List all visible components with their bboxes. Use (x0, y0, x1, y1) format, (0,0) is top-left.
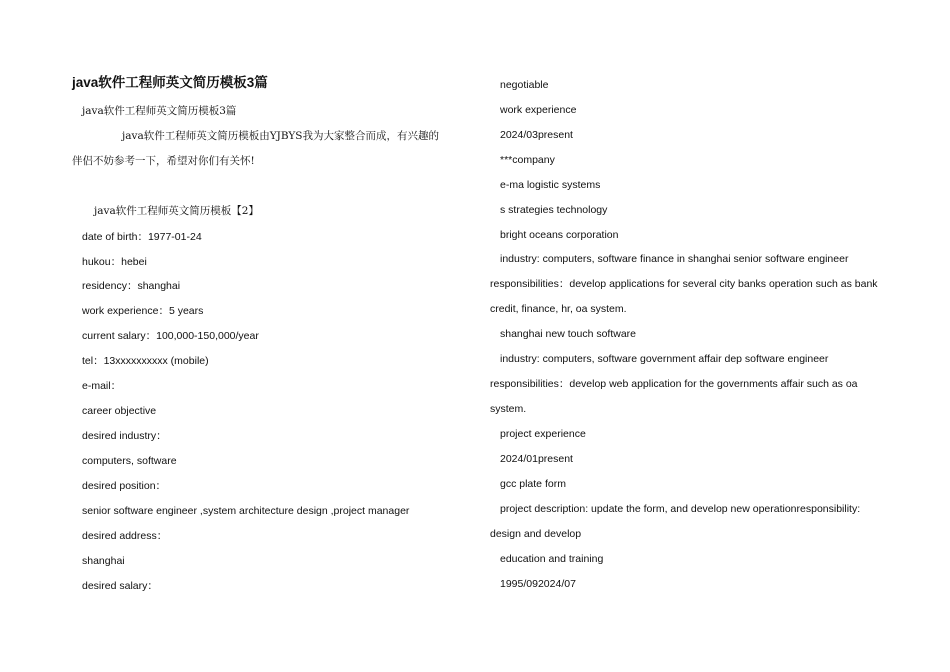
resume-line: desired industry： (82, 430, 167, 442)
document-subtitle: java软件工程师英文简历模板3篇 (82, 105, 237, 117)
resume-line: project experience (500, 428, 586, 440)
resume-line: ***company (500, 154, 555, 166)
resume-line: e-ma logistic systems (500, 179, 601, 191)
resume-line: shanghai new touch software (500, 328, 637, 340)
resume-line: hukou：hebei (82, 256, 147, 268)
resume-line: e-mail： (82, 380, 122, 392)
resume-line: education and training (500, 553, 604, 565)
document-title: java软件工程师英文简历模板3篇 (72, 75, 268, 90)
resume-line: 1995/092024/07 (500, 578, 576, 590)
resume-line: project description: update the form, and develop new operationresponsibility: (500, 503, 861, 515)
resume-line: desired salary： (82, 580, 158, 592)
resume-line: senior software engineer ,system architecture design ,project manager (82, 505, 410, 517)
intro-line-2: 伴侣不妨参考一下，希望对你们有关怀! (72, 155, 255, 167)
resume-line: design and develop (490, 528, 582, 540)
resume-line: desired position： (82, 480, 167, 492)
resume-line: career objective (82, 405, 157, 417)
resume-line: responsibilities：develop web application for the governments affair such as oa (490, 378, 858, 390)
resume-line: desired address： (82, 530, 168, 542)
resume-line: 2024/01present (500, 453, 573, 465)
resume-line: work experience：5 years (82, 305, 204, 317)
resume-line: negotiable (500, 79, 549, 91)
intro-line-1: java软件工程师英文简历模板由YJBYS我为大家整合而成，有兴趣的 (122, 130, 440, 142)
resume-line: work experience (500, 104, 577, 116)
resume-line: gcc plate form (500, 478, 566, 490)
resume-line: shanghai (82, 555, 125, 567)
resume-line: credit, finance, hr, oa system. (490, 303, 627, 315)
resume-line: 2024/03present (500, 129, 573, 141)
resume-line: industry: computers, software government affair dep software engineer (500, 353, 829, 365)
resume-line: date of birth：1977-01-24 (82, 231, 202, 243)
resume-line: tel：13xxxxxxxxxx (mobile) (82, 355, 209, 367)
resume-line: computers, software (82, 455, 177, 467)
resume-line: bright oceans corporation (500, 229, 619, 241)
resume-line: current salary：100,000-150,000/year (82, 330, 259, 342)
resume-line: residency：shanghai (82, 280, 181, 292)
section-heading: java软件工程师英文简历模板【2】 (94, 205, 259, 217)
resume-line: s strategies technology (500, 204, 608, 216)
resume-line: system. (490, 403, 527, 415)
resume-line: industry: computers, software finance in shanghai senior software engineer (500, 253, 849, 265)
resume-line: responsibilities：develop applications for several city banks operation such as bank (490, 278, 878, 290)
